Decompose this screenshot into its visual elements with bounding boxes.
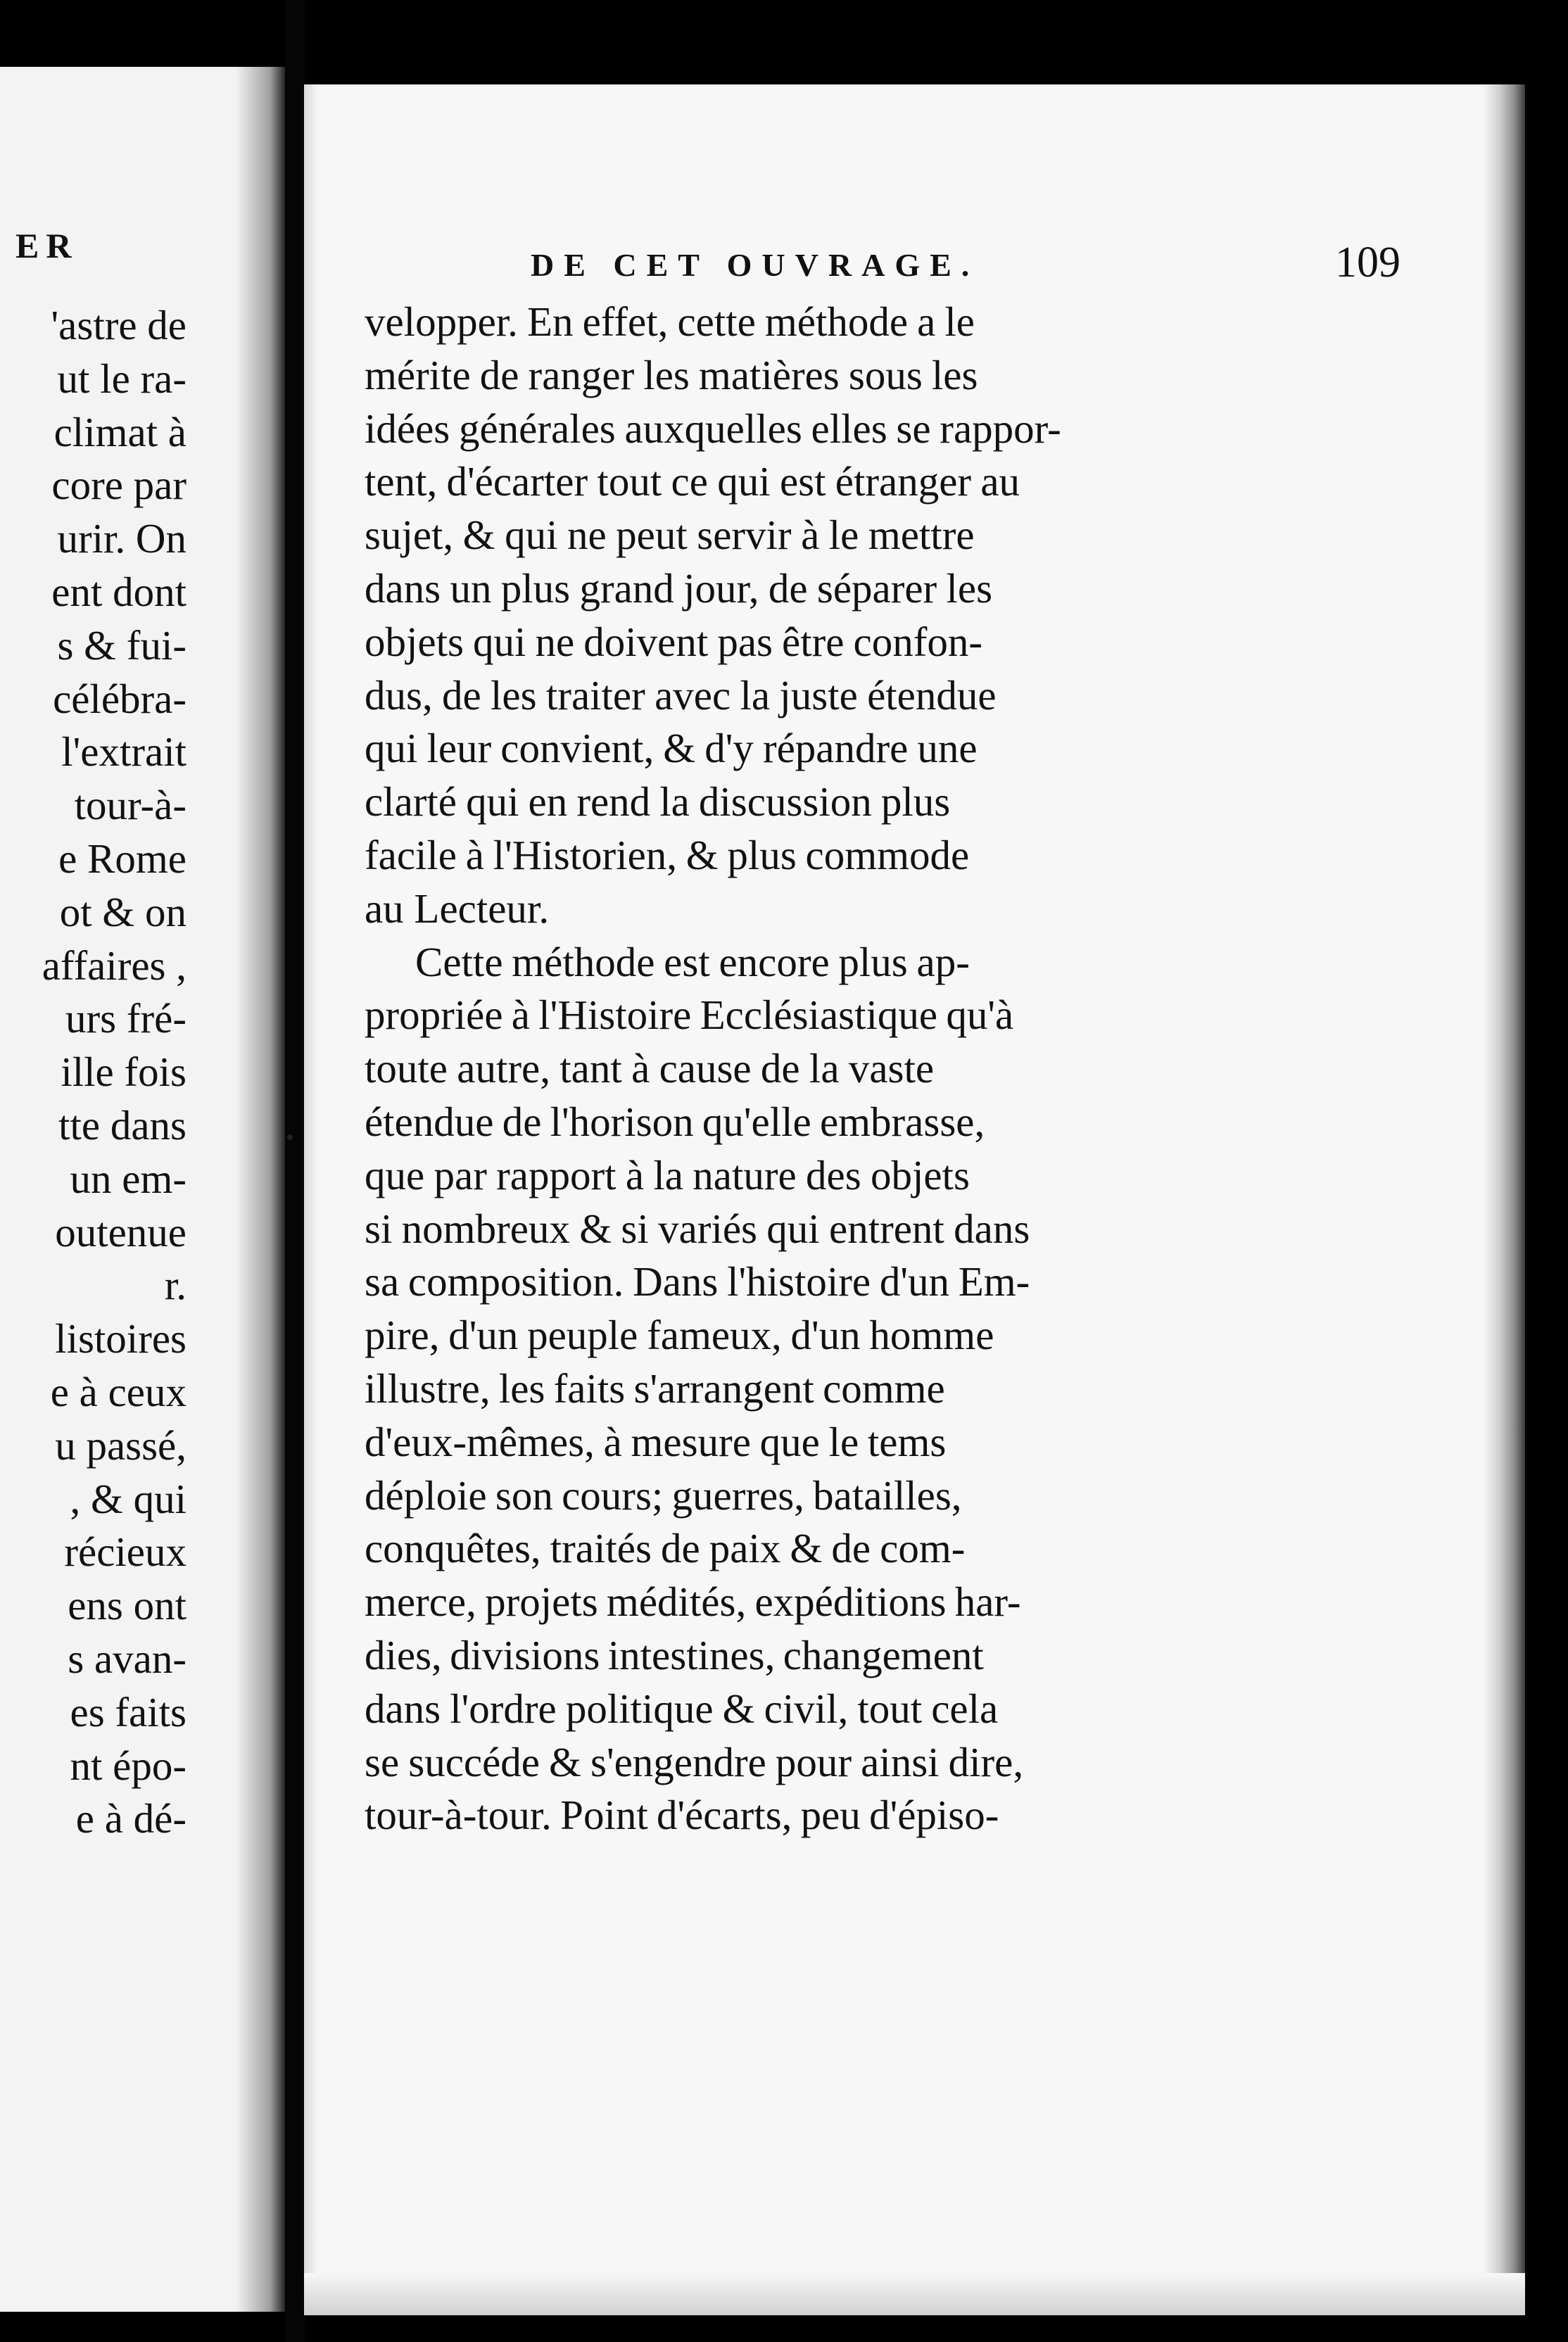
facing-page-line: affaires , <box>42 942 186 989</box>
text-line: conquêtes, traités de paix & de com- <box>365 1525 966 1572</box>
text-line: au Lecteur. <box>365 885 550 932</box>
running-head-title: DE CET OUVRAGE. <box>531 247 980 283</box>
facing-page-line: tte dans <box>58 1101 186 1148</box>
text-line: sa composition. Dans l'histoire d'un Em- <box>365 1258 1030 1305</box>
page-inner-edge <box>304 84 318 2315</box>
facing-page-line: urs fré- <box>65 995 186 1042</box>
facing-page-line: es faits <box>70 1688 186 1735</box>
text-line: dies, divisions intestines, changement <box>365 1631 984 1678</box>
facing-page-line: r. <box>164 1262 186 1309</box>
facing-page-line: e à ceux <box>50 1368 186 1415</box>
facing-page-line: e Rome <box>58 835 186 882</box>
text-line: dans un plus grand jour, de séparer les <box>365 564 993 612</box>
text-line: objets qui ne doivent pas être confon- <box>365 618 983 665</box>
text-line: mérite de ranger les matières sous les <box>365 351 978 398</box>
facing-page-line: s avan- <box>68 1635 186 1682</box>
facing-page-line: e à dé- <box>75 1795 186 1842</box>
facing-page-line: ens ont <box>68 1582 186 1629</box>
facing-page-line: climat à <box>53 408 186 455</box>
text-line: toute autre, tant à cause de la vaste <box>365 1045 935 1092</box>
facing-page-line: récieux <box>64 1528 186 1576</box>
facing-page-line: listoires <box>55 1315 186 1362</box>
facing-page-line: outenue <box>55 1208 186 1255</box>
page-curl-shadow <box>236 67 285 2312</box>
text-line: d'eux-mêmes, à mesure que le tems <box>365 1418 947 1465</box>
text-line: tent, d'écarter tout ce qui est étranger au <box>365 458 1020 505</box>
main-page <box>304 84 1525 2315</box>
facing-page-line: ut le ra- <box>57 355 186 402</box>
body-text <box>365 296 1491 1842</box>
facing-page-text <box>42 299 186 1846</box>
text-line: tour-à-tour. Point d'écarts, peu d'épiso- <box>365 1792 999 1839</box>
facing-page <box>0 67 285 2312</box>
text-line: dans l'ordre politique & civil, tout cela <box>365 1685 999 1732</box>
text-line: illustre, les faits s'arrangent comme <box>365 1365 945 1412</box>
facing-page-line: un em- <box>70 1155 186 1202</box>
facing-page-line: 'astre de <box>51 302 186 348</box>
running-head <box>531 239 1502 296</box>
facing-page-line: l'extrait <box>61 728 186 776</box>
book-gutter <box>285 0 305 2342</box>
facing-page-line: célébra- <box>53 675 186 722</box>
text-line: clarté qui en rend la discussion plus <box>365 778 951 825</box>
facing-page-line: u passé, <box>55 1422 186 1469</box>
text-line: Cette méthode est encore plus ap- <box>415 938 970 985</box>
text-line: étendue de l'horison qu'elle embrasse, <box>365 1098 985 1145</box>
page-bottom-edge <box>304 2273 1525 2315</box>
facing-page-line: tour-à- <box>74 782 186 829</box>
page-outer-edge <box>1483 84 1525 2315</box>
text-line: se succéde & s'engendre pour ainsi dire, <box>365 1738 1024 1785</box>
facing-page-line: , & qui <box>70 1475 186 1522</box>
page-number: 109 <box>1335 239 1401 286</box>
text-line: si nombreux & si variés qui entrent dans <box>365 1205 1030 1252</box>
text-line: propriée à l'Histoire Ecclésiastique qu'à <box>365 992 1014 1039</box>
text-line: idées générales auxquelles elles se rappor- <box>365 405 1061 452</box>
facing-page-line: ot & on <box>59 888 186 935</box>
facing-page-line: nt épo- <box>70 1742 186 1789</box>
text-line: velopper. En effet, cette méthode a le <box>365 298 975 345</box>
text-line: pire, d'un peuple fameux, d'un homme <box>365 1312 994 1359</box>
facing-page-line: urir. On <box>57 515 186 562</box>
text-line: merce, projets médités, expéditions har- <box>365 1578 1021 1626</box>
text-line: facile à l'Historien, & plus commode <box>365 831 970 878</box>
text-line: que par rapport à la nature des objets <box>365 1151 970 1198</box>
facing-page-running-head: ER <box>15 226 79 265</box>
facing-page-line: s & fui- <box>57 621 186 669</box>
text-line: sujet, & qui ne peut servir à le mettre <box>365 512 975 559</box>
text-line: déploie son cours; guerres, batailles, <box>365 1471 962 1519</box>
ink-speck <box>287 1134 293 1140</box>
text-line: qui leur convient, & d'y répandre une <box>365 725 978 772</box>
text-line: dus, de les traiter avec la juste étendue <box>365 671 997 719</box>
facing-page-line: ent dont <box>51 568 186 615</box>
facing-page-line: ille fois <box>61 1049 186 1096</box>
facing-page-line: core par <box>51 462 186 509</box>
